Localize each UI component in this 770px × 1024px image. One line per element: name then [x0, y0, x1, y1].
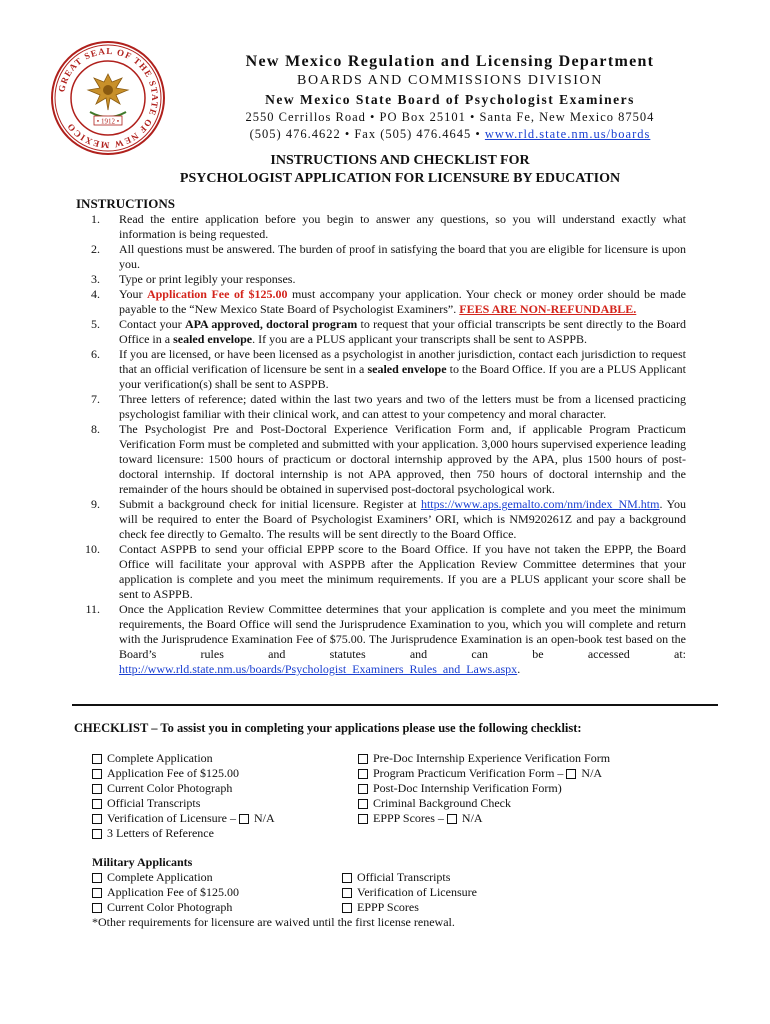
rules-and-laws-link[interactable]: http://www.rld.state.nm.us/boards/Psychologist_Examiners_Rules_and_Laws.aspx: [119, 662, 518, 676]
item-text: to the Board Office. If you are a PLUS Applicant your verification(s) shall be sent to ASPPB.: [119, 362, 687, 391]
letterhead: [150, 52, 750, 143]
checkbox[interactable]: [92, 754, 102, 764]
checkbox[interactable]: [342, 903, 352, 913]
checklist-item: [342, 885, 477, 900]
item-number: 8.: [91, 422, 100, 436]
item-bold: sealed envelope: [367, 362, 447, 376]
list-item: [76, 242, 686, 272]
checkbox[interactable]: [358, 799, 368, 809]
checkbox[interactable]: [92, 873, 102, 883]
item-text: Contact your: [119, 317, 185, 331]
checklist-item: [358, 766, 610, 781]
seal-graphic: [50, 40, 166, 156]
checklist-label: Application Fee of $125.00: [107, 885, 239, 899]
item-number: 6.: [91, 347, 100, 361]
item-text: Read the entire application before you begin to answer any questions, so you will understand exactly what information is being requested.: [119, 212, 686, 241]
checklist-left-column: [92, 751, 275, 841]
item-text: All questions must be answered. The burden of proof in satisfying the board that you are eligible for licensure is upon you.: [119, 242, 686, 271]
checkbox[interactable]: [342, 888, 352, 898]
checklist-label: Pre-Doc Internship Experience Verification Form: [373, 751, 611, 765]
checklist-label: Official Transcripts: [357, 870, 451, 884]
svg-text:• 1912 •: • 1912 •: [96, 117, 120, 126]
division-name: BOARDS AND COMMISSIONS DIVISION: [297, 73, 603, 88]
list-item: [76, 497, 686, 542]
item-number: 5.: [91, 317, 100, 331]
item-number: 7.: [91, 392, 100, 406]
checkbox[interactable]: [342, 873, 352, 883]
website-link[interactable]: www.rld.state.nm.us/boards: [484, 127, 651, 141]
checklist-item: [92, 781, 275, 796]
svg-text:GREAT SEAL OF THE STATE OF NEW: GREAT SEAL OF THE STATE OF NEW MEXICO: [56, 45, 161, 151]
checklist-item: [92, 885, 239, 900]
title-line-2: PSYCHOLOGIST APPLICATION FOR LICENSURE BY EDUCATION: [179, 171, 621, 186]
instructions-list: [76, 212, 686, 677]
list-item: [76, 422, 686, 497]
checklist-label: Application Fee of $125.00: [107, 766, 239, 780]
checklist-item: [92, 870, 239, 885]
military-note: *Other requirements for licensure are waived until the first license renewal.: [92, 915, 455, 929]
na-label: N/A: [581, 766, 603, 780]
item-number: 3.: [91, 272, 100, 286]
item-number: 11.: [85, 602, 100, 616]
checkbox[interactable]: [92, 784, 102, 794]
checklist-heading: CHECKLIST – To assist you in completing your applications please use the following checklist:: [74, 721, 582, 735]
item-bold: sealed envelope: [173, 332, 253, 346]
checkbox[interactable]: [92, 888, 102, 898]
checklist-label: Verification of Licensure: [357, 885, 477, 899]
na-checkbox[interactable]: [566, 769, 576, 779]
checklist-item: [342, 900, 477, 915]
checklist-item: [342, 870, 477, 885]
item-text: to request that your official transcripts be sent directly to the Board Office in a: [119, 317, 686, 346]
item-text: Three letters of reference; dated within the last two years and two of the letters must be from a licensed practicing psychologist familiar with their clinical work, and can attest to your competency and moral character.: [119, 392, 686, 421]
checklist-item: [92, 766, 275, 781]
military-left-column: [92, 870, 239, 915]
checklist-label: Official Transcripts: [107, 796, 201, 810]
checklist-item: [358, 781, 610, 796]
checkbox[interactable]: [92, 829, 102, 839]
list-item: [76, 392, 686, 422]
checklist-label: Verification of Licensure –: [107, 811, 236, 825]
item-text: . If you are a PLUS applicant your transcripts shall be sent to ASPPB.: [252, 332, 588, 346]
board-name: New Mexico State Board of Psychologist Examiners: [265, 92, 635, 107]
checklist-item: [358, 796, 610, 811]
na-checkbox[interactable]: [239, 814, 249, 824]
item-bold: APA approved, doctoral program: [184, 317, 358, 331]
item-text: .: [517, 662, 521, 676]
phone-fax: (505) 476.4622 • Fax (505) 476.4645 •: [249, 127, 485, 141]
checklist-label: Complete Application: [107, 751, 213, 765]
checklist-label: 3 Letters of Reference: [107, 826, 214, 840]
list-item: [76, 347, 686, 392]
checkbox[interactable]: [92, 814, 102, 824]
application-fee: Application Fee of $125.00: [146, 287, 288, 301]
list-item: [76, 212, 686, 242]
list-item: [76, 602, 686, 677]
title-line-1: INSTRUCTIONS AND CHECKLIST FOR: [270, 153, 530, 168]
item-text: must accompany your application. Your check or money order should be made payable to the “New Mexico State Board of Psychologist Examiners”.: [119, 287, 686, 316]
na-label: N/A: [461, 811, 483, 825]
checklist-label: Criminal Background Check: [373, 796, 511, 810]
checklist-item: [92, 811, 275, 826]
checklist-label: Current Color Photograph: [107, 900, 233, 914]
checklist-label: Current Color Photograph: [107, 781, 233, 795]
checklist-item: [92, 796, 275, 811]
checklist-item: [358, 811, 610, 826]
checkbox[interactable]: [92, 903, 102, 913]
checkbox[interactable]: [358, 754, 368, 764]
checklist-label: Program Practicum Verification Form –: [373, 766, 564, 780]
non-refundable-notice: FEES ARE NON-REFUNDABLE.: [459, 302, 637, 316]
department-name: New Mexico Regulation and Licensing Department: [245, 53, 655, 70]
document-title: [60, 152, 740, 188]
item-text: Contact ASPPB to send your official EPPP score to the Board Office. If you have not taken the EPPP, the Board Office will facilitate your approval with ASPPB after the Application Review Committee determines that your application is complete and you meet the minimum requirements. If you are a PLUS applicant your score shall be sent to ASPPB.: [119, 542, 686, 601]
checklist-label: EPPP Scores –: [373, 811, 444, 825]
checklist-item: [92, 751, 275, 766]
checklist-item: [358, 751, 610, 766]
item-number: 1.: [91, 212, 100, 226]
list-item: [76, 317, 686, 347]
state-seal-logo: [50, 40, 166, 156]
military-heading: Military Applicants: [92, 855, 193, 869]
item-number: 4.: [91, 287, 100, 301]
checklist-right-column: [358, 751, 610, 826]
item-text: Once the Application Review Committee determines that your application is complete and you meet the minimum requirements, the Board Office will send the Jurisprudence Examination to you, which you will complete and return with the Jurisprudence Examination Fee of $75.00. The Jurisprudence Examination is an open-book test based on the Board’s rules and statutes and can be accessed at:: [119, 602, 686, 661]
contact-line: [150, 126, 750, 143]
checklist-label: Post-Doc Internship Verification Form): [373, 781, 562, 795]
background-check-link[interactable]: https://www.aps.gemalto.com/nm/index_NM.htm: [420, 497, 660, 511]
checklist-label: Complete Application: [107, 870, 213, 884]
checkbox[interactable]: [92, 799, 102, 809]
checkbox[interactable]: [358, 814, 368, 824]
address-line: 2550 Cerrillos Road • PO Box 25101 • Santa Fe, New Mexico 87504: [245, 110, 655, 124]
list-item: [76, 542, 686, 602]
checklist-item: [92, 900, 239, 915]
checkbox[interactable]: [358, 769, 368, 779]
item-text: If you are licensed, or have been licensed as a psychologist in another jurisdiction, contact each jurisdiction to request that an official verification of licensure be sent in a: [119, 347, 686, 376]
checkbox[interactable]: [358, 784, 368, 794]
item-text: Type or print legibly your responses.: [119, 272, 296, 286]
item-text: Your: [119, 287, 147, 301]
item-text: Submit a background check for initial licensure. Register at: [119, 497, 421, 511]
checklist-label: EPPP Scores: [357, 900, 419, 914]
section-divider: [72, 704, 718, 706]
military-right-column: [342, 870, 477, 915]
list-item: [76, 287, 686, 317]
checklist-item: [92, 826, 275, 841]
item-text: The Psychologist Pre and Post-Doctoral Experience Verification Form and, if applicable Program Practicum Verification Form must be completed and submitted with your application. 3,000 hours supervised experience leading toward licensure: 1500 hours of practicum or doctoral internship approved by the APA, plus 1500 hours of post-doctoral internship. If doctoral internship is not APA approved, then 750 hours of doctoral internship and the remainder of the hours should be obtained in supervised post-doctoral psychological work.: [119, 422, 686, 496]
na-checkbox[interactable]: [447, 814, 457, 824]
item-number: 2.: [91, 242, 100, 256]
list-item: [76, 272, 686, 287]
item-number: 10.: [85, 542, 100, 556]
item-number: 9.: [91, 497, 100, 511]
na-label: N/A: [253, 811, 275, 825]
item-text: . You will be required to enter the Board of Psychologist Examiners’ ORI, which is NM920261Z and pay a background check fee directly to Gemalto. The results will be sent directly to the Board Office.: [119, 497, 686, 541]
instructions-heading: INSTRUCTIONS: [76, 196, 175, 211]
checkbox[interactable]: [92, 769, 102, 779]
